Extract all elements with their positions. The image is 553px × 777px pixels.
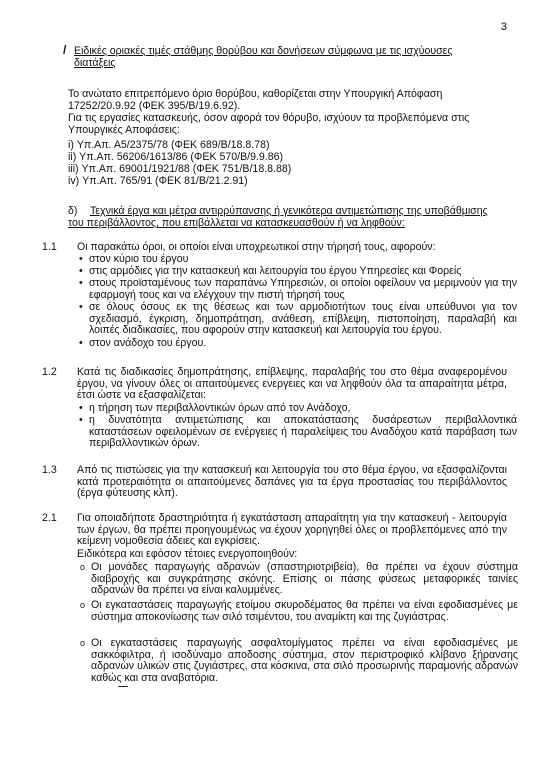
bullet-item: o Οι μονάδες παραγωγής αδρανών (σπαστηριοτριβεία), θα πρέπει να έχουν σύστημα διαβροχής και συγκράτησης σκόνης. Επίσης οι πάσης φύσεως μεταφορικές ταινίες αδρανών θα πρέπει να είναι καλυμμένες. xyxy=(80,562,518,597)
decision-item: iv) Υπ.Απ. 765/91 (ΦΕΚ 81/Β/21.2.91) xyxy=(68,175,248,187)
item-number: 1.2 xyxy=(42,366,57,378)
bullet-item: • στον κύριο του έργου xyxy=(79,254,517,266)
section-d-label: δ) xyxy=(68,205,78,217)
bullet-item: • στις αρμόδιες για την κατασκευή και λειτουργία του έργου Υπηρεσίες και Φορείς xyxy=(79,266,517,278)
bullet-item: o Οι εγκαταστάσεις παραγωγής ασφαλτομίγματος πρέπει να είναι εφοδιασμένες με σακκόφιλτρα, ή ισοδύναμο αποδοσης σύστημα, στον περιστροφικό κλίβανο ξήρανσης αδρανών υλικών στις ζυγιάστρες, στα κόσκινα, στα σιλό προσωρινής παραμονής αδρανών καθώς και στα αναβατόρια. xyxy=(80,638,518,684)
item-number: 1.1 xyxy=(42,241,57,253)
scan-mark xyxy=(118,686,128,687)
item-number: 2.1 xyxy=(42,512,57,524)
intro-line2: 17252/20.9.92 (ΦΕΚ 395/Β/19.6.92). xyxy=(68,100,241,112)
intro-line4: Υπουργικές Αποφάσεις: xyxy=(68,124,180,136)
section-d-title-line2: του περιβάλλοντος, που επιβάλλεται να κατασκευασθούν ή να ληφθούν: xyxy=(68,217,405,229)
bullet-item: • στους προϊσταμένους των παραπάνω Υπηρεσιών, οι οποίοι οφείλουν να μεριμνούν για την εφαρμογή τους και να ελέγχουν την πιστή τήρησή τους xyxy=(79,278,517,301)
heading-marker: / xyxy=(63,43,67,57)
decision-item: iii) Υπ.Απ. 69001/1921/88 (ΦΕΚ 751/Β/18.8.88) xyxy=(68,163,292,175)
section-heading-line2: διατάξεις xyxy=(74,57,116,69)
page-number: 3 xyxy=(500,21,507,33)
bullet-item: • η τήρηση των περιβαλλοντικών όρων από τον Ανάδοχο, xyxy=(79,403,517,415)
bullet-item: • στον ανάδοχο του έργου. xyxy=(79,338,517,350)
item-1-2-text: Κατά τις διαδικασίες δημοπράτησης, επίβλεψης, παραλαβής του στο θέμα αναφερομένου έργου, να γίνουν όλες οι απαιτούμενες ενεργειες και να ληφθούν όλα τα απαραίτητα μέτρα, έτσι ώστε να εξασφαλίζεται: xyxy=(77,366,507,401)
item-number: 1.3 xyxy=(42,464,57,476)
bullet-item: • σε όλους όσους εκ της θέσεως και των αρμοδιοτήτων τους είναι υπεύθυνοι για τον σχεδιασμό, έγκριση, δημοπράτηση, ανάθεση, επίβλεψη, πιστοποίηση, παραλαβή και λοιπές διαδικασίες, που αφορούν στην κατασκευή και λειτουργία του έργου. xyxy=(79,302,517,337)
item-1-3-text: Από τις πιστώσεις για την κατασκευή και λειτουργία του στο θέμα έργου, να εξασφαλίζονται κατά προτεραιότητα οι απαιτούμενες δαπάνες για τα έργα προστασίας του περιβάλλοντος (έργα φύτευσης κλπ). xyxy=(77,464,507,499)
item-2-1-sub: Ειδικότερα και εφόσον τέτοιες ενεργοποιηθούν: xyxy=(77,548,298,560)
decision-item: ii) Υπ.Απ. 56206/1613/86 (ΦΕΚ 570/Β/9.9.86) xyxy=(68,151,284,163)
bullet-item: o Οι εγκαταστάσεις παραγωγής ετοίμου σκυροδέματος θα πρέπει να είναι εφοδιασμένες με σύστημα αποκονίωσης των σιλό τσιμέντου, του αναμίκτη και της ζυγιάστρας. xyxy=(80,600,518,623)
intro-line3: Για τις εργασίες κατασκευής, όσον αφορά τον θόρυβο, ισχύουν τα προβλεπόμενα στις xyxy=(68,112,470,124)
item-1-1-text: Οι παρακάτω όροι, οι οποίοι είναι υποχρεωτικοί στην τήρησή τους, αφορούν: xyxy=(77,241,436,253)
intro-line1: Το ανώτατο επιτρεπόμενο όριο θορύβου, καθορίζεται στην Υπουργική Απόφαση xyxy=(68,88,443,100)
item-2-1-text: Για οποιαδήποτε δραστηριότητα ή εγκατάσταση απαραίτητη για την κατασκευή - λειτουργία των έργων, θα πρέπει προηγουμένως να έχουν χορηγηθεί όλες οι προβλεπόμενες από την κείμενη νομοθεσία άδειες και εγκρίσεις. xyxy=(77,512,507,547)
bullet-item: • η δυνατότητα αντιμετώπισης και αποκατάστασης δυσάρεστων περιβαλλοντικά καταστάσεων οφειλομένων σε ενέργειες ή παραλείψεις του Αναδόχου κατά παράβαση των περιβαλλοντικών όρων. xyxy=(79,415,517,450)
section-heading-line1: Ειδικές οριακές τιμές στάθμης θορύβου και δονήσεων σύμφωνα με τις ισχύουσες xyxy=(74,45,453,57)
section-d-title-line1: Τεχνικά έργα και μέτρα αντιρρύπανσης ή γενικότερα αντιμετώπισης της υποβάθμισης xyxy=(90,205,488,217)
decision-item: i) Υπ.Απ. Α5/2375/78 (ΦΕΚ 689/Β/18.8.78) xyxy=(68,139,270,151)
